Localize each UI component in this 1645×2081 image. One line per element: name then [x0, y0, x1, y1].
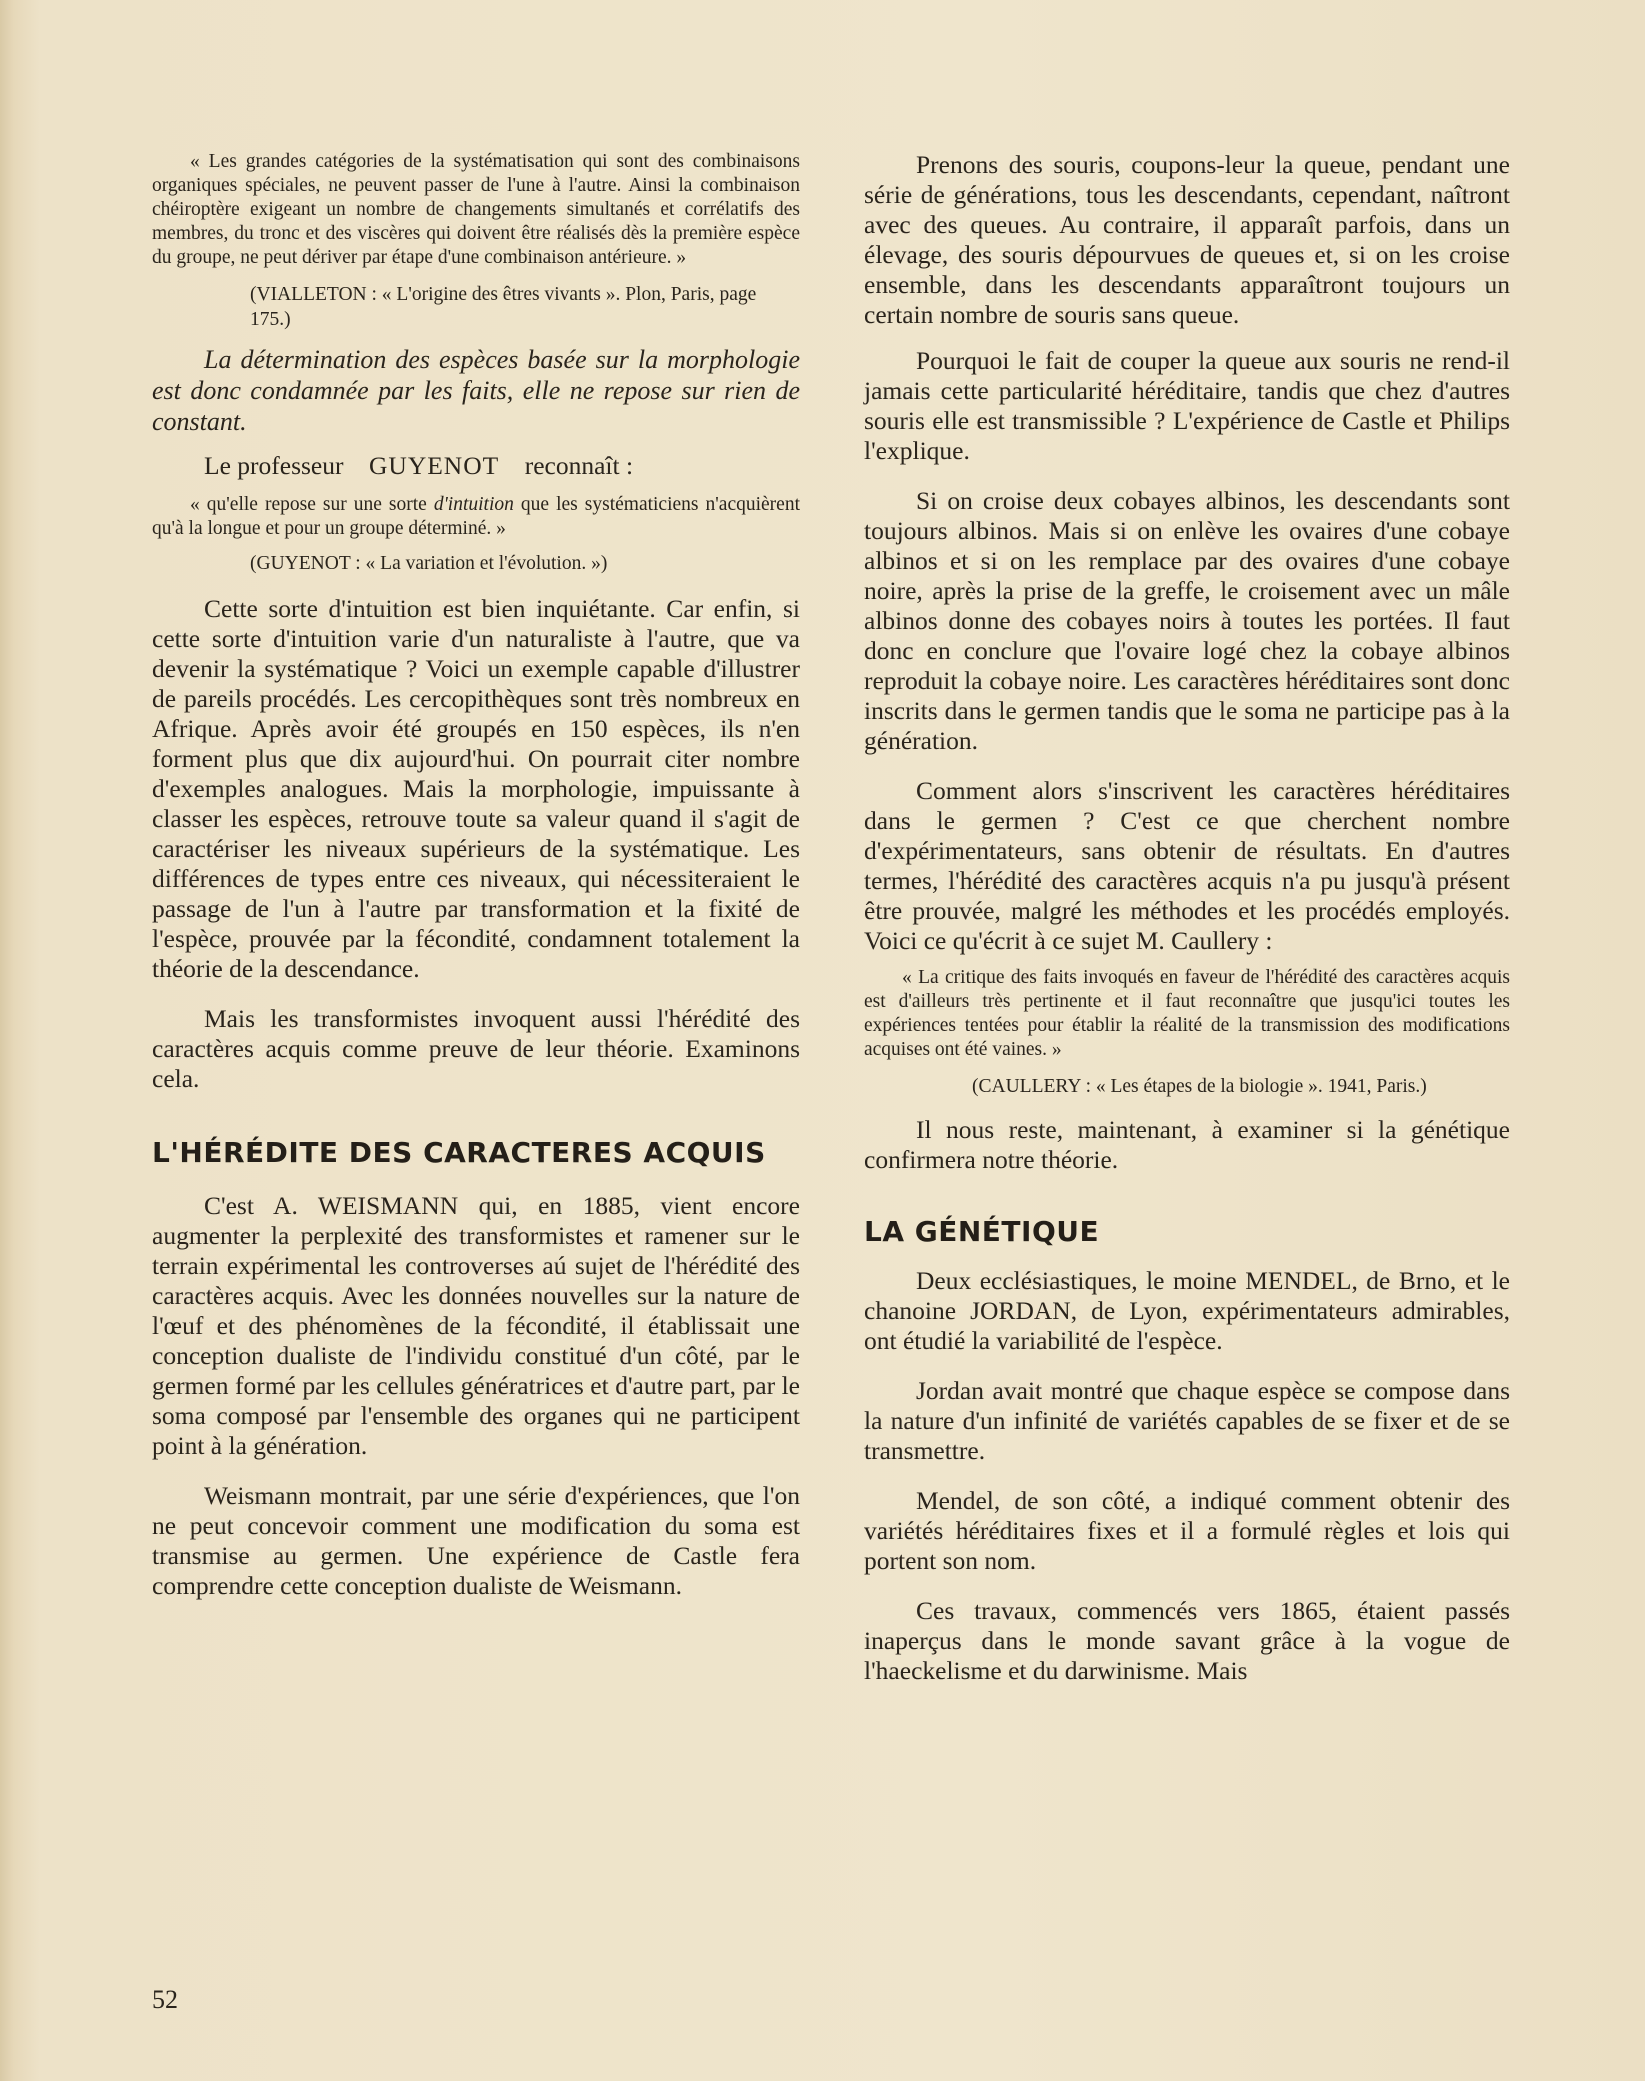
- left-column: [152, 150, 800, 1601]
- guyenot-intro: [152, 451, 800, 481]
- vialleton-citation: (VIALLETON : « L'origine des êtres vivants ». Plon, Paris, page 175.): [250, 284, 757, 330]
- intro-text: Le professeur: [204, 451, 344, 480]
- vialleton-quote: « Les grandes catégories de la systématisation qui sont des combinaisons organiques spéciales, ne peuvent passer de l'une à l'autre. Ainsi la combinaison chéiroptère exigeant un nombre de changements simultanés et corrélatifs des membres, du tronc et des viscères qui doivent être réalisés dès la première espèce du groupe, ne peut dériver par étape d'une combinaison antérieure. »: [152, 151, 800, 268]
- guyenot-quote: [152, 493, 800, 541]
- section-heading-heredite: L'HÉRÉDITE DES CARACTERES ACQUIS: [152, 1136, 766, 1169]
- quote-before: « qu'elle repose sur une sorte: [190, 494, 427, 515]
- paragraph-mendel: Mendel, de son côté, a indiqué comment obtenir des variétés héréditaires fixes et il a formulé règles et lois qui portent son nom.: [864, 1486, 1510, 1575]
- paragraph-weismann-experiences: Weismann montrait, par une série d'expériences, que l'on ne peut concevoir comment une modification du soma est transmise au germen. Une expérience de Castle fera comprendre cette conception dualiste de Weismann.: [152, 1481, 800, 1600]
- paragraph-cobayes: Si on croise deux cobayes albinos, les descendants sont toujours albinos. Mais si on enlève les ovaires d'une cobaye albinos et si on les remplace par des ovaires d'une cobaye noire, après la prise de la greffe, le croisement avec un mâle albinos donne des cobayes noirs à toutes les portées. Il faut donc en conclure que l'ovaire logé chez la cobaye albinos reproduit la cobaye noire. Les caractères héréditaires sont donc inscrits dans le germen tandis que le soma ne participe pas à la génération.: [864, 486, 1510, 755]
- italic-conclusion: La détermination des espèces basée sur la morphologie est donc condamnée par les faits, elle ne repose sur rien de constant.: [152, 345, 800, 436]
- paragraph-transformistes: Mais les transformistes invoquent aussi l'hérédité des caractères acquis comme preuve de leur théorie. Examinons cela.: [152, 1004, 800, 1093]
- section-heading-genetique: LA GÉNÉTIQUE: [864, 1215, 1100, 1248]
- intro-name: GUYENOT: [368, 451, 500, 480]
- paragraph-weismann: C'est A. WEISMANN qui, en 1885, vient encore augmenter la perplexité des transformistes et ramener sur le terrain expérimental les controverses aú sujet de l'hérédité des caractères acquis. Avec les données nouvelles sur la nature de l'œuf et des phénomènes de la fécondité, il établissait une conception dualiste de l'individu constitué d'un côté, par le germen formé par les cellules génératrices et d'autre part, par le soma composé par l'ensemble des organes qui ne participent point à la génération.: [152, 1191, 800, 1460]
- guyenot-citation: (GUYENOT : « La variation et l'évolution. »): [250, 553, 608, 574]
- right-column: [864, 150, 1510, 1686]
- paragraph-pourquoi: Pourquoi le fait de couper la queue aux souris ne rend-il jamais cette particularité héréditaire, tandis que chez d'autres souris elle est transmissible ? L'expérience de Castle et Philips l'explique.: [864, 346, 1510, 465]
- paragraph-intuition: Cette sorte d'intuition est bien inquiétante. Car enfin, si cette sorte d'intuition varie d'un naturaliste à l'autre, que va devenir la systématique ? Voici un exemple capable d'illustrer de pareils procédés. Les cercopithèques sont très nombreux en Afrique. Après avoir été groupés en 150 espèces, ils n'en forment plus que dix aujourd'hui. On pourrait citer nombre d'exemples analogues. Mais la morphologie, impuissante à classer les espèces, retrouve toute sa valeur quand il s'agit de caractériser les niveaux supérieurs de la systématique. Les différences de types entre ces niveaux, qui nécessiteraient le passage de l'un à l'autre par transformation et la fixité de l'espèce, prouvée par la fécondité, condamnent totalement la théorie de la descendance.: [152, 594, 800, 983]
- paragraph-jordan: Jordan avait montré que chaque espèce se compose dans la nature d'un infinité de variétés capables de se fixer et de se transmettre.: [864, 1376, 1510, 1465]
- paragraph-comment: Comment alors s'inscrivent les caractères héréditaires dans le germen ? C'est ce que cherchent nombre d'expérimentateurs, sans obtenir de résultats. En d'autres termes, l'hérédité des caractères acquis n'a pu jusqu'à présent être prouvée, malgré les méthodes et les procédés employés. Voici ce qu'écrit à ce sujet M. Caullery :: [864, 776, 1510, 955]
- paragraph-reste: Il nous reste, maintenant, à examiner si la génétique confirmera notre théorie.: [864, 1115, 1510, 1174]
- caullery-citation: (CAULLERY : « Les étapes de la biologie ». 1941, Paris.): [972, 1076, 1427, 1097]
- intro-end: reconnaît :: [524, 451, 634, 480]
- paragraph-travaux: Ces travaux, commencés vers 1865, étaient passés inaperçus dans le monde savant grâce à la vogue de l'haeckelisme et du darwinisme. Mais: [864, 1596, 1510, 1685]
- quote-after: que les systématiciens n'acquièrent qu'à la longue et pour un groupe déterminé. »: [152, 494, 800, 539]
- quote-emphasis: d'intuition: [433, 494, 514, 515]
- paragraph-ecclesiastiques: Deux ecclésiastiques, le moine MENDEL, de Brno, et le chanoine JORDAN, de Lyon, expérimentateurs admirables, ont étudié la variabilité de l'espèce.: [864, 1266, 1510, 1355]
- paragraph-souris: Prenons des souris, coupons-leur la queue, pendant une série de générations, tous les descendants, cependant, naîtront avec des queues. Au contraire, il apparaît parfois, dans un élevage, des souris dépourvues de queues et, si on les croise ensemble, dans les descendants apparaîtront toujours un certain nombre de souris sans queue.: [864, 150, 1510, 329]
- page-number: 52: [152, 1985, 178, 2014]
- caullery-quote: « La critique des faits invoqués en faveur de l'hérédité des caractères acquis est d'ailleurs très pertinente et il faut reconnaître que jusqu'ici toutes les expériences tentées pour établir la réalité de la transmission des modifications acquises ont été vaines. »: [864, 967, 1510, 1060]
